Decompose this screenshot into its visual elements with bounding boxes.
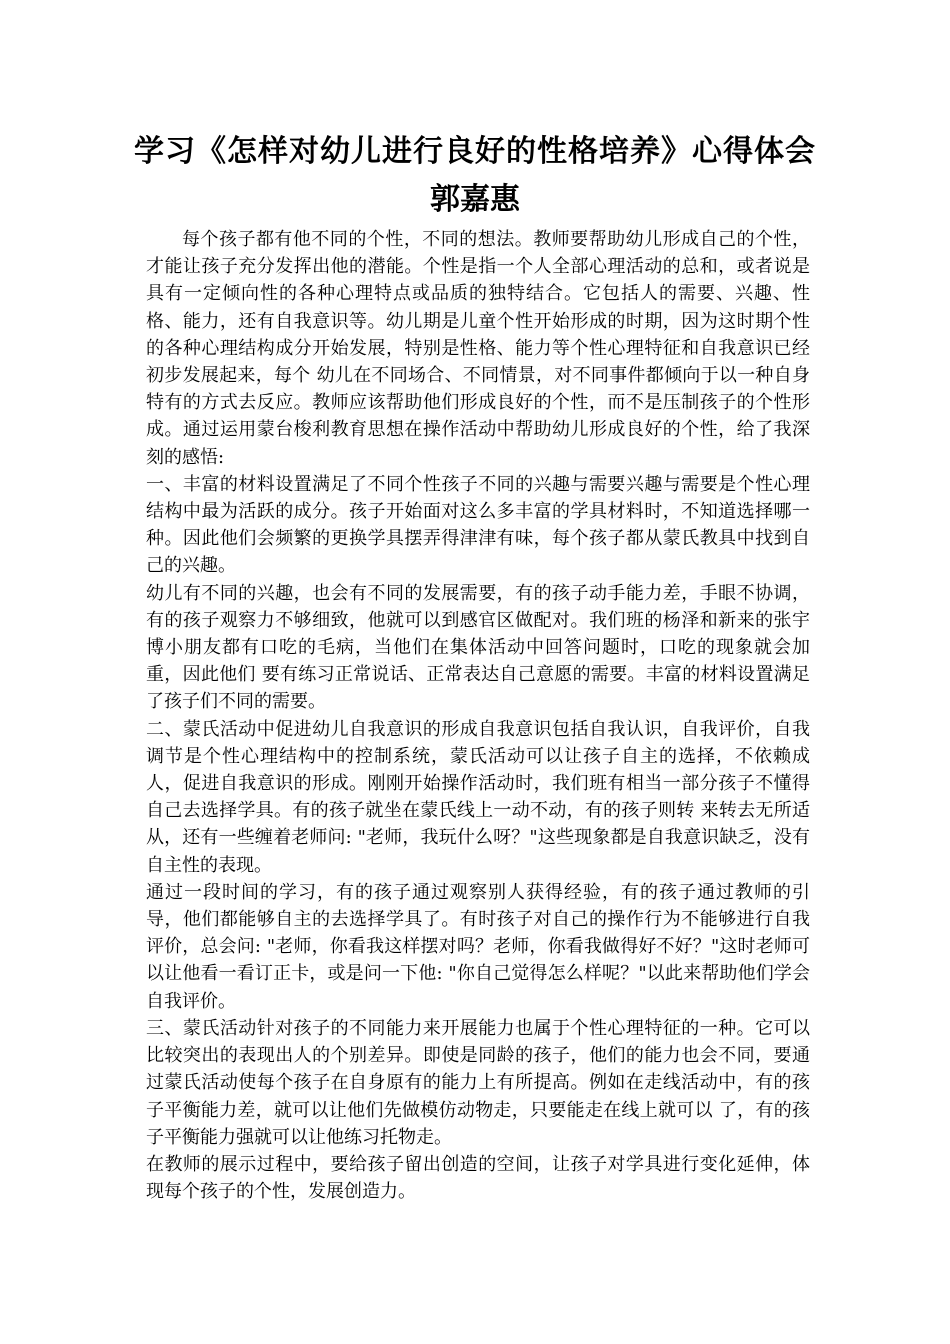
document-author: 郭嘉惠 [430, 182, 520, 217]
paragraph-conclusion: 在教师的展示过程中，要给孩子留出创造的空间，让孩子对学具进行变化延伸，体现每个孩子的个性，发展创造力。 [146, 1153, 810, 1203]
paragraph-intro: 每个孩子都有他不同的个性，不同的想法。教师要帮助幼儿形成自己的个性，才能让孩子充分发挥出他的潜能。个性是指一个人全部心理活动的总和，或者说是具有一定倾向性的各种心理特点或品质的独特结合。它包括人的需要、兴趣、性格、能力，还有自我意识等。幼儿期是儿童个性开始形成的时期，因为这时期个性的各种心理结构成分开始发展，特别是性格、能力等个性心理特征和自我意识已经初步发展起来，每个 幼儿在不同场合、不同情景，对不同事件都倾向于以一种自身特有的方式去反应。教师应该帮助他们形成良好的个性，而不是压制孩子的个性形成。通过运用蒙台梭利教育思想在操作活动中帮助幼儿形成良好的个性，给了我深刻的感悟: [146, 229, 810, 468]
paragraph-section-3: 三、蒙氏活动针对孩子的不同能力来开展能力也属于个性心理特征的一种。它可以比较突出的表现出人的个别差异。即使是同龄的孩子，他们的能力也会不同，要通过蒙氏活动使每个孩子在自身原有的能力上有所提高。例如在走线活动中，有的孩子平衡能力差，就可以让他们先做模仿动物走，只要能走在线上就可以 了，有的孩子平衡能力强就可以让他练习托物走。 [146, 1017, 810, 1148]
paragraph-section-2: 二、蒙氏活动中促进幼儿自我意识的形成自我意识包括自我认识，自我评价，自我调节是个性心理结构中的控制系统，蒙氏活动可以让孩子自主的选择，不依赖成人，促进自我意识的形成。刚刚开始操作活动时，我们班有相当一部分孩子不懂得自己去选择学具。有的孩子就坐在蒙氏线上一动不动，有的孩子则转 来转去无所适从，还有一些缠着老师问: "老师，我玩什么呀？"这些现象都是自我意识缺乏，没有自主性的表现。 [146, 718, 810, 876]
document-body [146, 226, 810, 1205]
paragraph-section-2-cont: 通过一段时间的学习，有的孩子通过观察别人获得经验，有的孩子通过教师的引导，他们都能够自主的去选择学具了。有时孩子对自己的操作行为不能够进行自我评价，总会问: "老师，你看我这样摆对吗？老师，你看我做得好不好？"这时老师可以让他看一看订正卡，或是问一下他: "你自己觉得怎么样呢？"以此来帮助他们学会自我评价。 [146, 881, 810, 1012]
paragraph-section-1-cont: 幼儿有不同的兴趣，也会有不同的发展需要，有的孩子动手能力差，手眼不协调，有的孩子观察力不够细致，他就可以到感官区做配对。我们班的杨泽和新来的张宇博小朋友都有口吃的毛病，当他们在集体活动中回答问题时，口吃的现象就会加重，因此他们 要有练习正常说话、正常表达自己意愿的需要。丰富的材料设置满足了孩子们不同的需要。 [146, 582, 810, 713]
document-title: 学习《怎样对幼儿进行良好的性格培养》心得体会 [134, 134, 816, 169]
paragraph-section-1: 一、丰富的材料设置满足了不同个性孩子不同的兴趣与需要兴趣与需要是个性心理结构中最为活跃的成分。孩子开始面对这么多丰富的学具材料时，不知道选择哪一种。因此他们会频繁的更换学具摆弄得津津有味，每个孩子都从蒙氏教具中找到自己的兴趣。 [146, 473, 810, 577]
